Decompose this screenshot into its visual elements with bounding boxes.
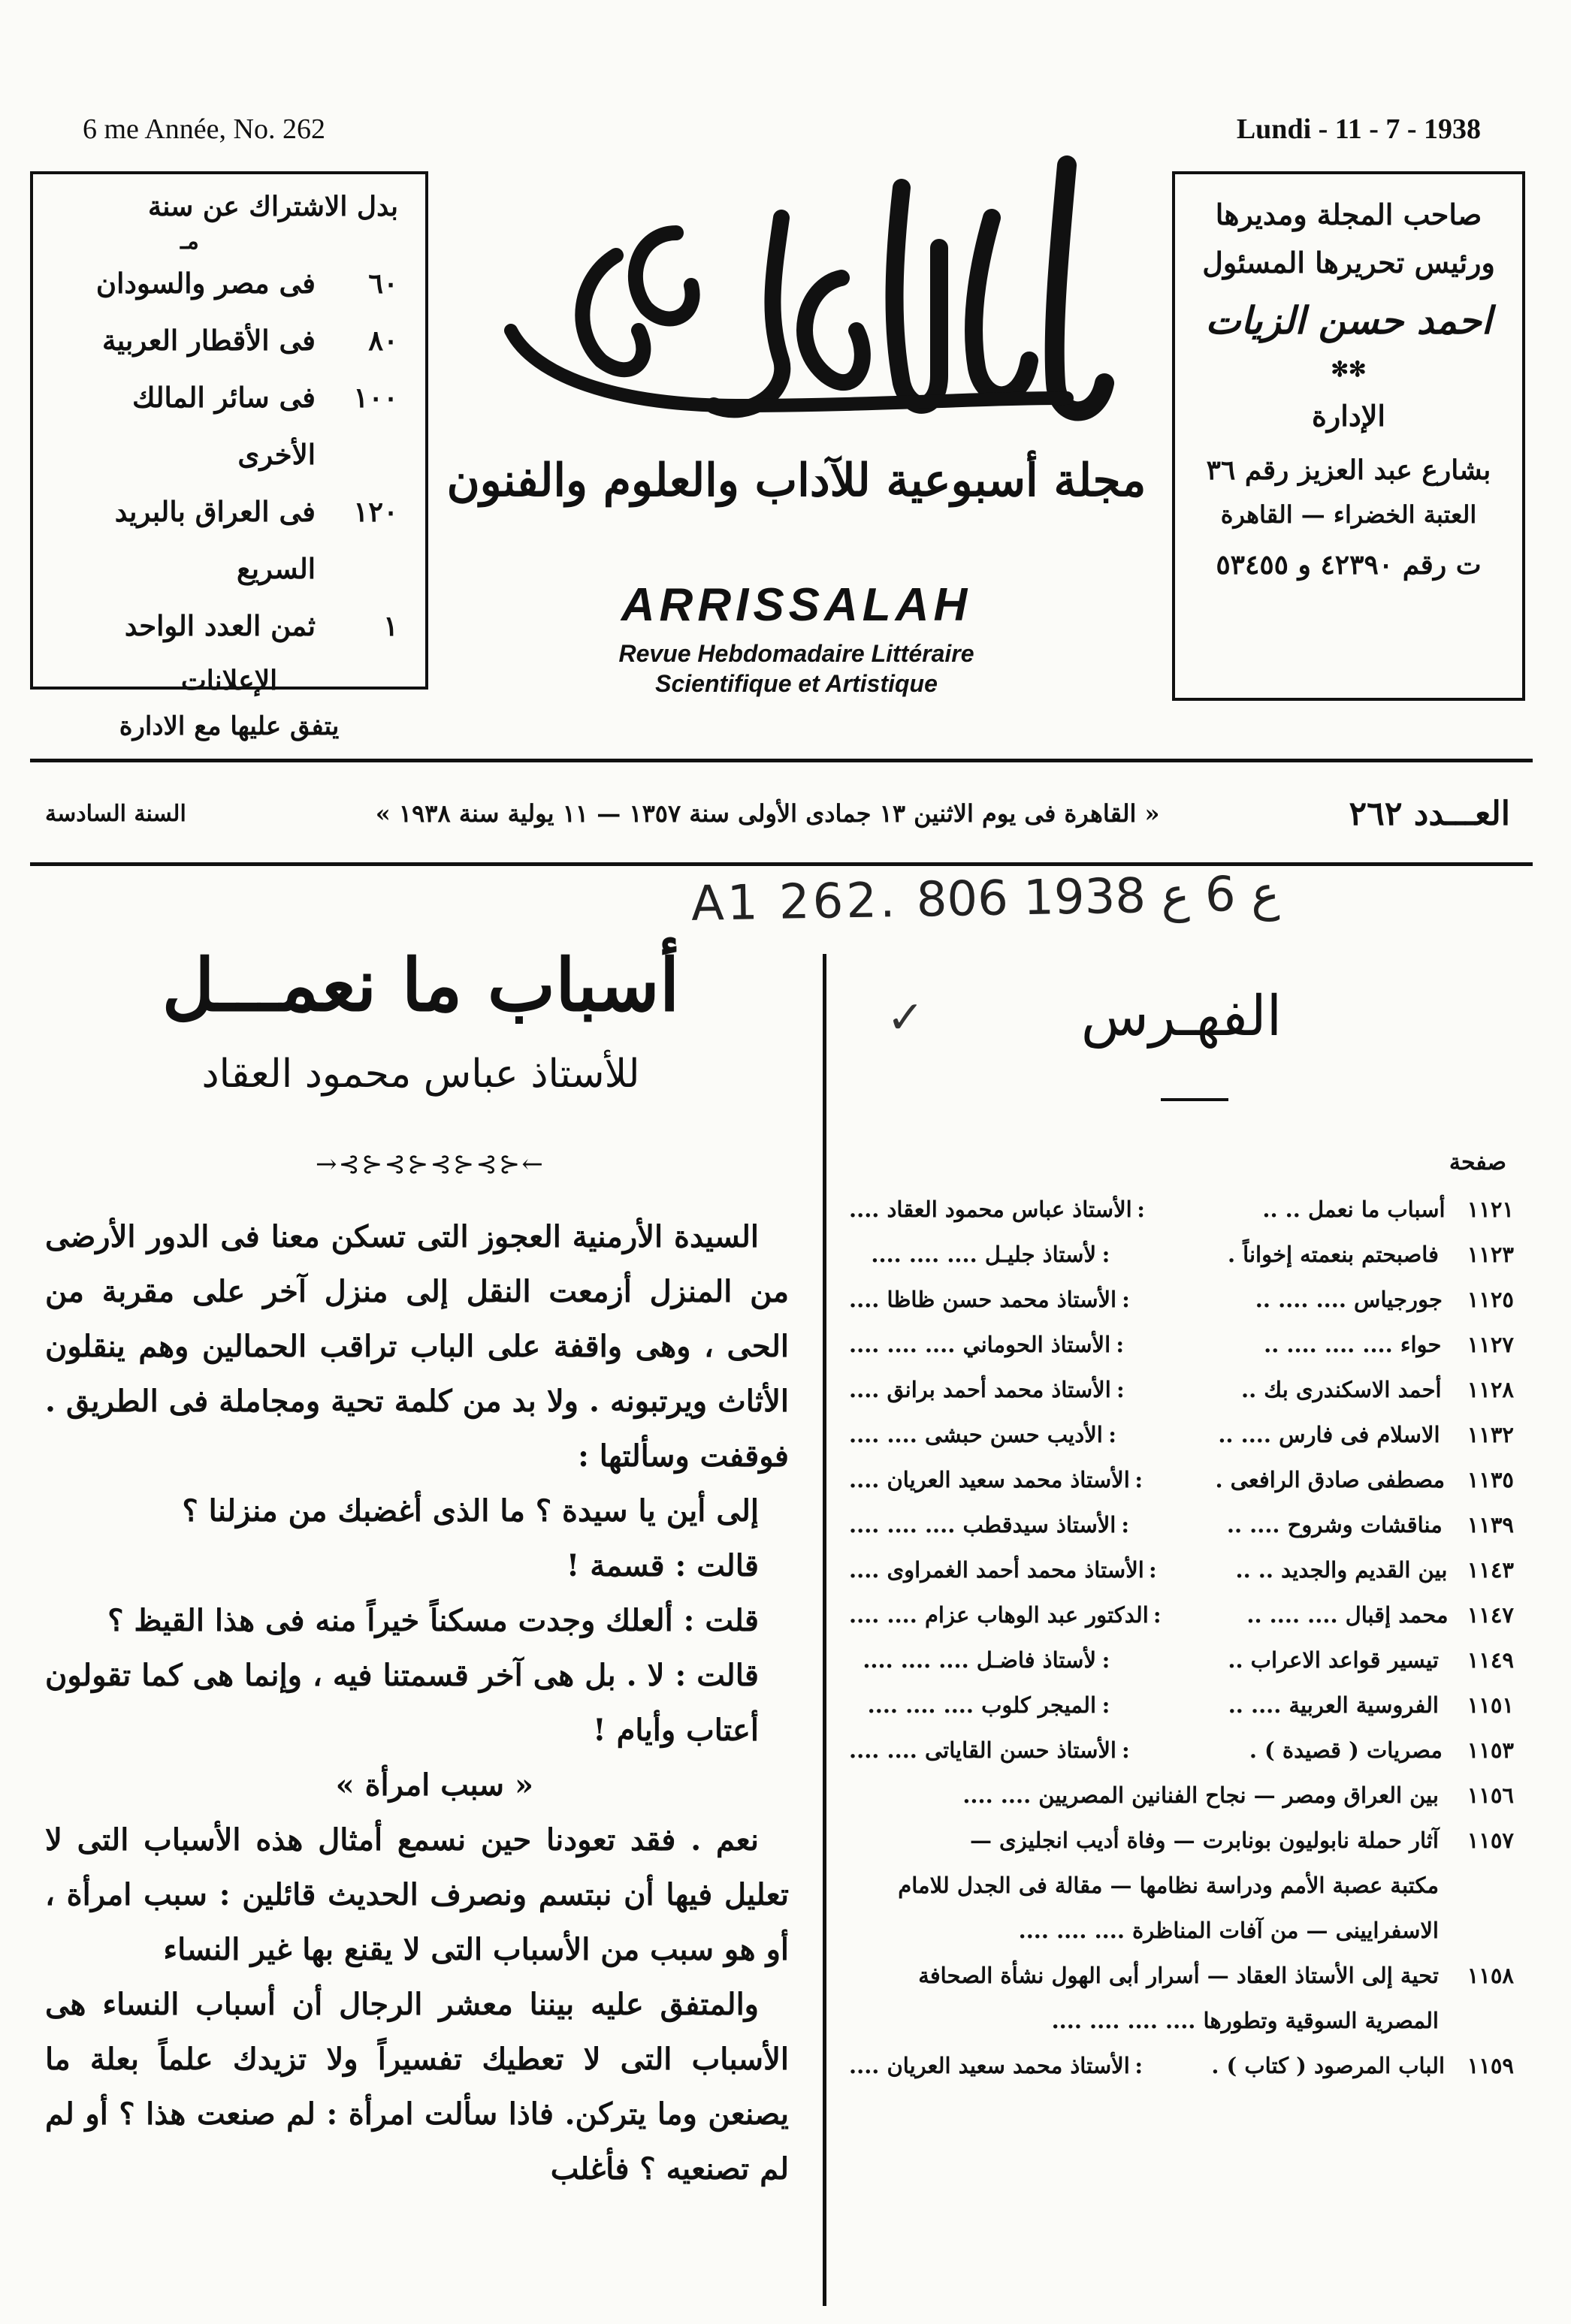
index-row: ١١٢٧ حواء .... .... .... .. : الأستاذ الحوماني .... .... .... bbox=[849, 1322, 1514, 1367]
issue-bar bbox=[45, 787, 1510, 840]
admin-address2: العتبة الخضراء — القاهرة bbox=[1220, 500, 1477, 529]
index-title-text: مناقشات وشروح .... .. bbox=[1226, 1512, 1443, 1538]
index-row: ١١٣٥ مصطفى صادق الرافعى . : الأستاذ محمد سعيد العريان .... bbox=[849, 1457, 1514, 1502]
edition-number: 6 me Année, No. 262 bbox=[83, 113, 325, 145]
issue-year: السنة السادسة bbox=[45, 800, 186, 827]
index-row bbox=[849, 1998, 1514, 2043]
publisher-box bbox=[1172, 171, 1525, 701]
subscription-amount: ١٠٠ bbox=[353, 381, 398, 414]
index-author: الأديب حسن حبشى .... .... bbox=[848, 1422, 1103, 1447]
index-row: ١١٢٨ أحمد الاسكندرى بك .. : الأستاذ محمد أحمد برانق .... bbox=[849, 1367, 1514, 1412]
index-long-text: آثار حملة نابوليون بونابرت — وفاة أديب انجليزى — bbox=[969, 1828, 1439, 1853]
brand-title: ARRISSALAH bbox=[621, 579, 972, 631]
index-page: ١١٥٦ bbox=[1467, 1782, 1514, 1808]
publisher-name: احمد حسن الزيات bbox=[1205, 298, 1492, 343]
index-title-text: مصطفى صادق الرافعى . bbox=[1215, 1467, 1446, 1492]
index-long-text: بين العراق ومصر — نجاح الفنانين المصريين .... .... bbox=[962, 1782, 1439, 1808]
index-title-text: الفروسية العربية .... .. bbox=[1228, 1692, 1439, 1718]
index-row: ١١٤٩ تيسير قواعد الاعراب .. : لأستاذ فاضـل .... .... .... bbox=[849, 1637, 1514, 1683]
index-row bbox=[849, 1953, 1514, 1998]
index-row: ١١٢٥ جورجياس .... .... .. : الأستاذ محمد حسن ظاظا .... bbox=[849, 1277, 1514, 1322]
subscription-row bbox=[60, 597, 398, 654]
page-column-header: صفحة bbox=[1449, 1149, 1506, 1176]
paragraph: نعم . فقد تعودنا حين نسمع أمثال هذه الأسباب التى لا تعليل فيها أن نبتسم ونصرف الحديث قائلين : سبب امرأة ، أو هو سبب من الأسباب التى لا يقنع بها غير النساء bbox=[45, 1822, 789, 1967]
admin-address1: بشارع عبد العزيز رقم ٣٦ bbox=[1206, 454, 1491, 486]
index-page bbox=[1439, 1998, 1514, 2043]
subscription-box bbox=[30, 171, 428, 741]
index-title-text: الاسلام فى فارس .... .. bbox=[1218, 1422, 1440, 1447]
index-author: الأستاذ محمد سعيد العريان .... bbox=[849, 1467, 1130, 1492]
paragraph: السيدة الأرمنية العجوز التى تسكن معنا فى الدور الأرضى من المنزل أزمعت النقل إلى منزل آخر على مقربة من الحى ، وهى واقفة على الباب تراقب الحمالين وهم ينقلون الأثاث ويرتبونه . ولا بد من كلمة تحية ومجاملة فى الطريق . فوقفت وسألتها : bbox=[45, 1219, 790, 1474]
index-long-text: الاسفرايينى — من آفات المناظرة .... .... .... bbox=[1018, 1918, 1439, 1943]
index-row: ١١٢١ أسباب ما نعمل .. .. : الأستاذ عباس محمود العقاد .... bbox=[849, 1187, 1514, 1232]
index-page: ١١٤٩ bbox=[1467, 1647, 1514, 1673]
subscription-amount: ٦٠ bbox=[368, 267, 398, 300]
index-row bbox=[849, 1908, 1514, 1953]
subscription-amount: ٨٠ bbox=[368, 324, 398, 357]
subscription-row bbox=[60, 312, 398, 369]
brand-subtitle-2: Scientifique et Artistique bbox=[655, 670, 938, 697]
index-page bbox=[1439, 1863, 1514, 1908]
index-page bbox=[1439, 1908, 1514, 1953]
publisher-line2: ورئيس تحريرها المسئول bbox=[1202, 246, 1495, 279]
index-title-text: مصريات ( قصيدة ) . bbox=[1249, 1737, 1443, 1763]
masthead bbox=[446, 135, 1147, 697]
index-row: ١١٤٧ محمد إقبال .... .... .. : الدكتور عبد الوهاب عزام .... .... bbox=[849, 1592, 1514, 1637]
subscription-label: ثمن العدد الواحد bbox=[124, 609, 316, 642]
index-page: ١١٣٩ bbox=[1467, 1512, 1514, 1538]
index-page: ١١٤٧ bbox=[1467, 1602, 1514, 1628]
ads-note: يتفق عليها مع الادارة bbox=[119, 711, 340, 741]
index-long-text: مكتبة عصبة الأمم ودراسة نظامها — مقالة فى الجدل للامام bbox=[898, 1873, 1439, 1898]
subscription-label: فى العراق بالبريد السريع bbox=[114, 495, 316, 585]
index-author: لأستاذ جليـل .... .... .... bbox=[871, 1242, 1096, 1267]
subscription-amount: ١ bbox=[383, 609, 398, 642]
index-page: ١١٥٣ bbox=[1467, 1737, 1514, 1763]
subscription-label: فى سائر المالك الأخرى bbox=[132, 381, 316, 471]
divider bbox=[1161, 1098, 1228, 1101]
divider bbox=[30, 759, 1533, 762]
checkmark-icon: ✓ bbox=[887, 991, 925, 1044]
index-page: ١١٢٧ bbox=[1467, 1332, 1514, 1357]
index-page: ١١٢٨ bbox=[1467, 1377, 1514, 1402]
index-author: الدكتور عبد الوهاب عزام .... .... bbox=[849, 1602, 1149, 1628]
index-author: لأستاذ فاضـل .... .... .... bbox=[863, 1647, 1096, 1673]
index-title-text: محمد إقبال .... .... .. bbox=[1246, 1602, 1449, 1628]
index-title-text: فاصبحتم بنعمته إخواناً . bbox=[1227, 1242, 1439, 1267]
index-page: ١١٢١ bbox=[1467, 1197, 1514, 1222]
index-title-text: الباب المرصود ( كتاب ) . bbox=[1211, 2053, 1446, 2078]
issue-number: العـــدد ٢٦٢ bbox=[1349, 794, 1510, 833]
subscription-label: فى الأقطار العربية bbox=[102, 324, 316, 357]
index-title-text: حواء .... .... .... .. bbox=[1264, 1332, 1442, 1357]
index-page: ١١٢٥ bbox=[1467, 1287, 1514, 1312]
index-page: ١١٥٩ bbox=[1467, 2053, 1514, 2078]
paragraph: قالت : لا . بل هى آخر قسمتنا فيه ، وإنما هى كما تقولون أعتاب وأيام ! bbox=[45, 1658, 759, 1748]
index-row: ١١٣٢ الاسلام فى فارس .... .. : الأديب حسن حبشى .... .... bbox=[849, 1412, 1514, 1457]
index-author: الأستاذ محمد سعيد العريان .... bbox=[849, 2053, 1130, 2078]
index-long-text: تحية إلى الأستاذ العقاد — أسرار أبى الهول نشأة الصحافة bbox=[918, 1963, 1439, 1988]
index-author: الميجر كلوب .... .... .... bbox=[867, 1692, 1096, 1718]
index-row: ١١٣٩ مناقشات وشروح .... .. : الأستاذ سيدقطب .... .... .... bbox=[849, 1502, 1514, 1547]
paragraph: قالت : قسمة ! bbox=[566, 1548, 759, 1583]
index-page: ١١٥١ bbox=[1467, 1692, 1514, 1718]
subscription-row bbox=[60, 369, 398, 483]
admin-title: الإدارة bbox=[1312, 399, 1385, 433]
index-page: ١١٤٣ bbox=[1467, 1557, 1514, 1583]
subscription-amount: ١٢٠ bbox=[353, 495, 398, 528]
currency-unit: مـ bbox=[180, 228, 199, 255]
index-author: الأستاذ الحوماني .... .... .... bbox=[849, 1332, 1111, 1357]
admin-phone: ت رقم ٤٢٣٩٠ و ٥٣٤٥٥ bbox=[1216, 549, 1482, 581]
index-row: ١١٥١ الفروسية العربية .... .. : الميجر كلوب .... .... .... bbox=[849, 1683, 1514, 1728]
index-row: ١١٥٩ الباب المرصود ( كتاب ) . : الأستاذ محمد سعيد العريان .... bbox=[849, 2043, 1514, 2088]
index-page: ١١٣٥ bbox=[1467, 1467, 1514, 1492]
index-title-text: جورجياس .... .... .. bbox=[1255, 1287, 1443, 1312]
index-author: الأستاذ حسن القاياتى .... .... bbox=[849, 1737, 1116, 1763]
index-title-text: تيسير قواعد الاعراب .. bbox=[1228, 1647, 1439, 1673]
index-title-text: أسباب ما نعمل .. .. bbox=[1262, 1197, 1446, 1222]
divider bbox=[30, 862, 1533, 866]
paragraph: قلت : ألعلك وجدت مسكناً خيراً منه فى هذا القيظ ؟ bbox=[107, 1603, 759, 1638]
index-row bbox=[849, 1773, 1514, 1818]
subscription-label: فى مصر والسودان bbox=[95, 267, 316, 300]
brand-subtitle-1: Revue Hebdomadaire Littéraire bbox=[618, 640, 974, 667]
paragraph: والمتفق عليه بيننا معشر الرجال أن أسباب النساء هى الأسباب التى لا تعطيك تفسيراً ولا تزيدك علماً بعلة ما يصنعن وما يتركن. فاذا سألت امرأة : لم صنعت هذا ؟ أو لم لم تصنعيه ؟ فأغلب bbox=[45, 1987, 789, 2187]
index-title-text: أحمد الاسكندرى بك .. bbox=[1241, 1377, 1442, 1402]
article-author: للأستاذ عباس محمود العقاد bbox=[201, 1052, 640, 1097]
index-author: الأستاذ محمد أحمد برانق .... bbox=[849, 1377, 1111, 1402]
index-page: ١١٢٣ bbox=[1467, 1242, 1514, 1267]
index-row: ١١٢٣ فاصبحتم بنعمته إخواناً . : لأستاذ جليـل .... .... .... bbox=[849, 1232, 1514, 1277]
ornament-icon: ✻✻ bbox=[1331, 357, 1367, 382]
index-row bbox=[849, 1818, 1514, 1863]
ads-title: الإعلانات bbox=[180, 665, 278, 696]
index-page: ١١٥٨ bbox=[1467, 1963, 1514, 1988]
publisher-line1: صاحب المجلة ومديرها bbox=[1215, 198, 1482, 231]
index-author: الأستاذ محمد حسن ظاظا .... bbox=[849, 1287, 1117, 1312]
subscription-row bbox=[60, 255, 398, 312]
index-author: الأستاذ عباس محمود العقاد .... bbox=[849, 1197, 1132, 1222]
logo-tagline: مجلة أسبوعية للآداب والعلوم والفنون bbox=[446, 454, 1147, 507]
index-row bbox=[849, 1863, 1514, 1908]
index-author: الأستاذ سيدقطب .... .... .... bbox=[849, 1512, 1116, 1538]
index-page: ١١٣٢ bbox=[1467, 1422, 1514, 1447]
index-title: الفهـرس bbox=[1080, 984, 1282, 1049]
article-body bbox=[45, 1209, 789, 2196]
handwritten-annotation: A1 262. ع 6 ع 1938 806 bbox=[690, 866, 1280, 932]
index-list bbox=[849, 1187, 1514, 2088]
index-page: ١١٥٧ bbox=[1467, 1828, 1514, 1853]
paragraph: إلى أين يا سيدة ؟ ما الذى أغضبك من منزلنا ؟ bbox=[182, 1493, 759, 1529]
ornament-divider-icon: →⊰⊱⊰⊱⊰⊱⊰⊱← bbox=[316, 1149, 545, 1179]
article-title: أسباب ما نعمـــل bbox=[162, 943, 680, 1028]
index-row: ١١٤٣ بين القديم والجديد .. .. : الأستاذ محمد أحمد الغمراوى .... bbox=[849, 1547, 1514, 1592]
index-author: الأستاذ محمد أحمد الغمراوى .... bbox=[849, 1557, 1144, 1583]
section-quote: « سبب امرأة » bbox=[335, 1767, 533, 1803]
index-title-text: بين القديم والجديد .. .. bbox=[1235, 1557, 1448, 1583]
index-long-text: المصرية السوقية وتطورها .... .... .... .... bbox=[1051, 2008, 1439, 2033]
issue-date-latin: Lundi - 11 - 7 - 1938 bbox=[1236, 113, 1481, 145]
subscription-row bbox=[60, 483, 398, 597]
issue-date: « القاهرة فى يوم الاثنين ١٣ جمادى الأولى سنة ١٣٥٧ — ١١ يولية سنة ١٩٣٨ » bbox=[375, 799, 1160, 828]
calligraphy-logo bbox=[446, 135, 1147, 571]
subscription-title: بدل الاشتراك عن سنة bbox=[148, 191, 398, 222]
index-row: ١١٥٣ مصريات ( قصيدة ) . : الأستاذ حسن القاياتى .... .... bbox=[849, 1728, 1514, 1773]
